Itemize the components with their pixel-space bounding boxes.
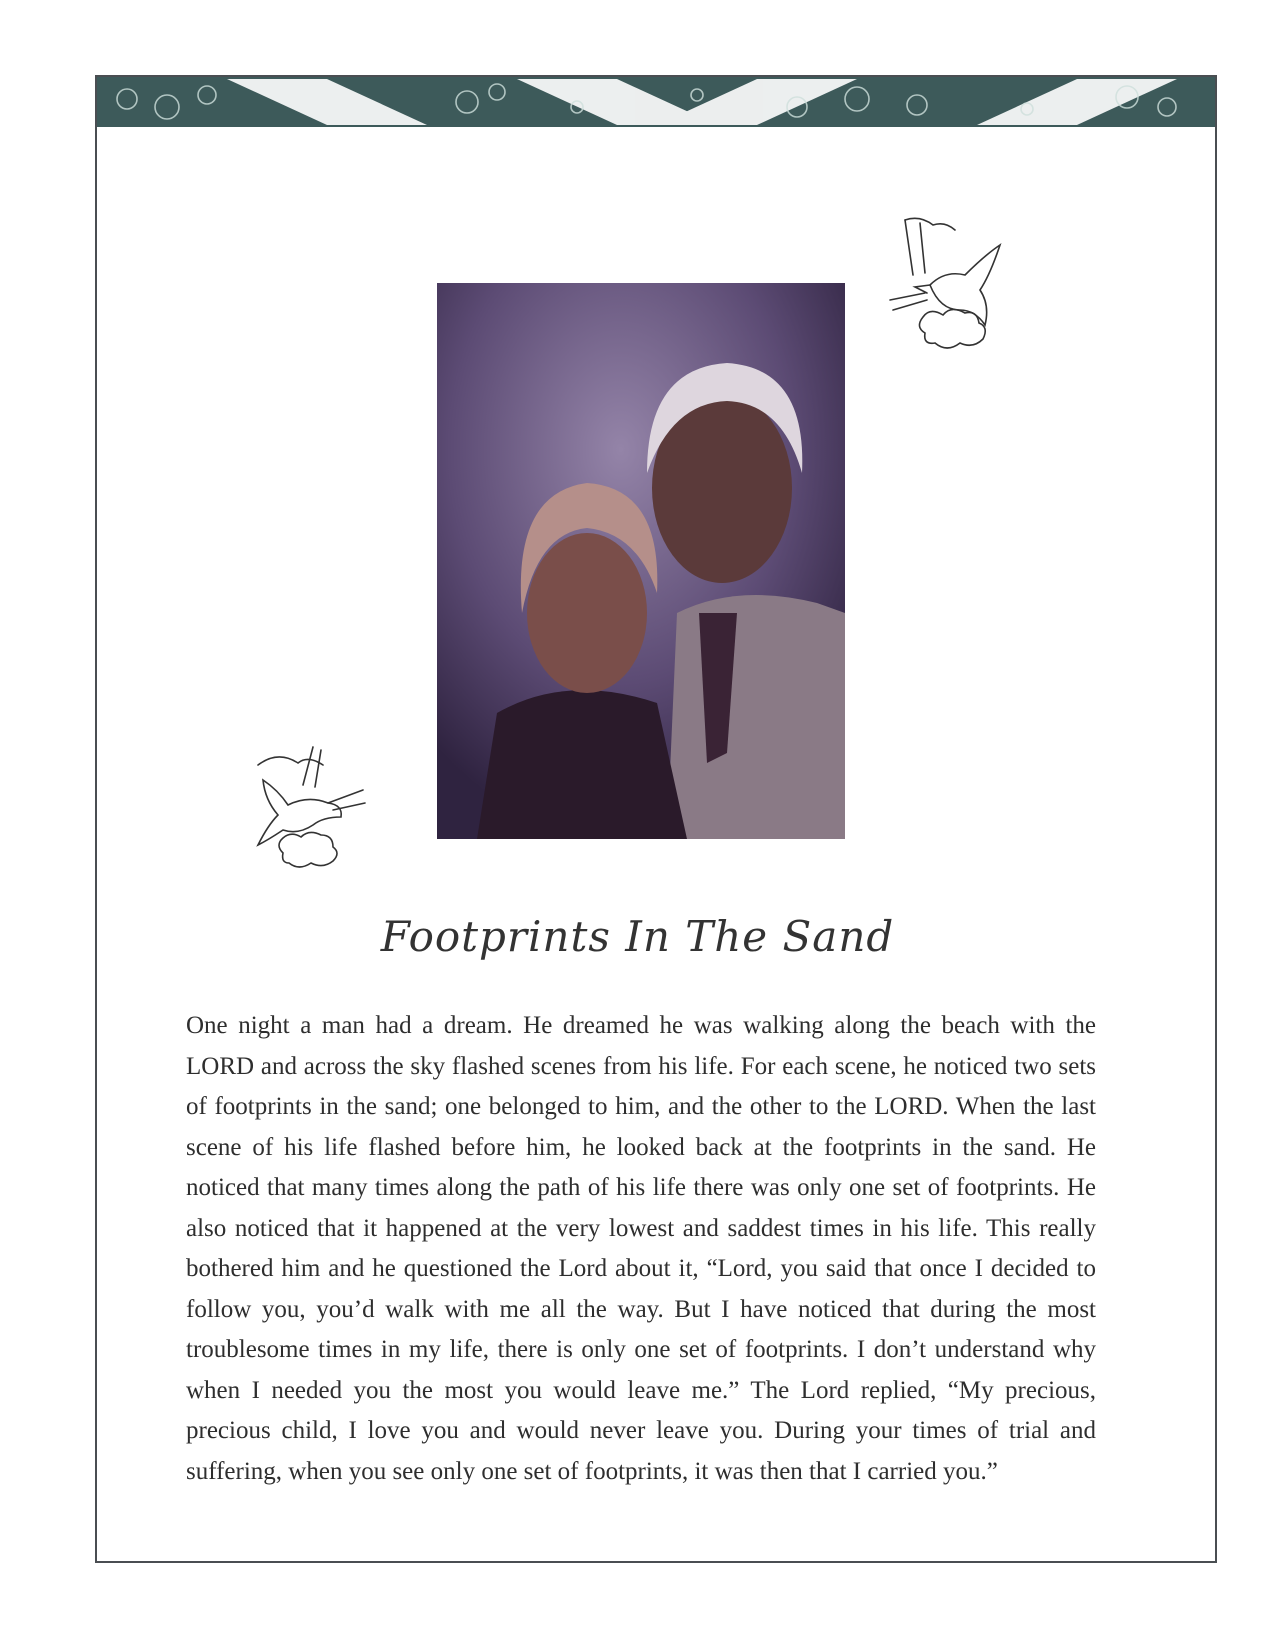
dove-with-cloud-icon [253, 745, 368, 875]
couple-portrait-photo [437, 283, 845, 839]
floral-banner [97, 77, 1215, 127]
dove-with-cloud-icon [885, 215, 1015, 370]
page-title: Footprints In The Sand [380, 912, 895, 961]
footprints-poem-text: One night a man had a dream. He dreamed he was walking along the beach with the LORD and across the sky flashed scenes from his life. For each scene, he noticed two sets of footprints in the sand; one belonged to him, and the other to the LORD. When the last scene of his life flashed before him, he looked back at the footprints in the sand. He noticed that many times along the path of his life there was only one set of footprints. He also noticed that it happened at the very lowest and saddest times in his life. This really bothered him and he questioned the Lord about it, “Lord, you said that once I decided to follow you, you’d walk with me all the way. But I have noticed that during the most troublesome times in my life, there is only one set of footprints. I don’t understand why when I needed you the most you would leave me.” The Lord replied, “My precious, precious child, I love you and would never leave you. During your times of trial and suffering, when you see only one set of footprints, it was then that I carried you.” [186, 1012, 1096, 1485]
